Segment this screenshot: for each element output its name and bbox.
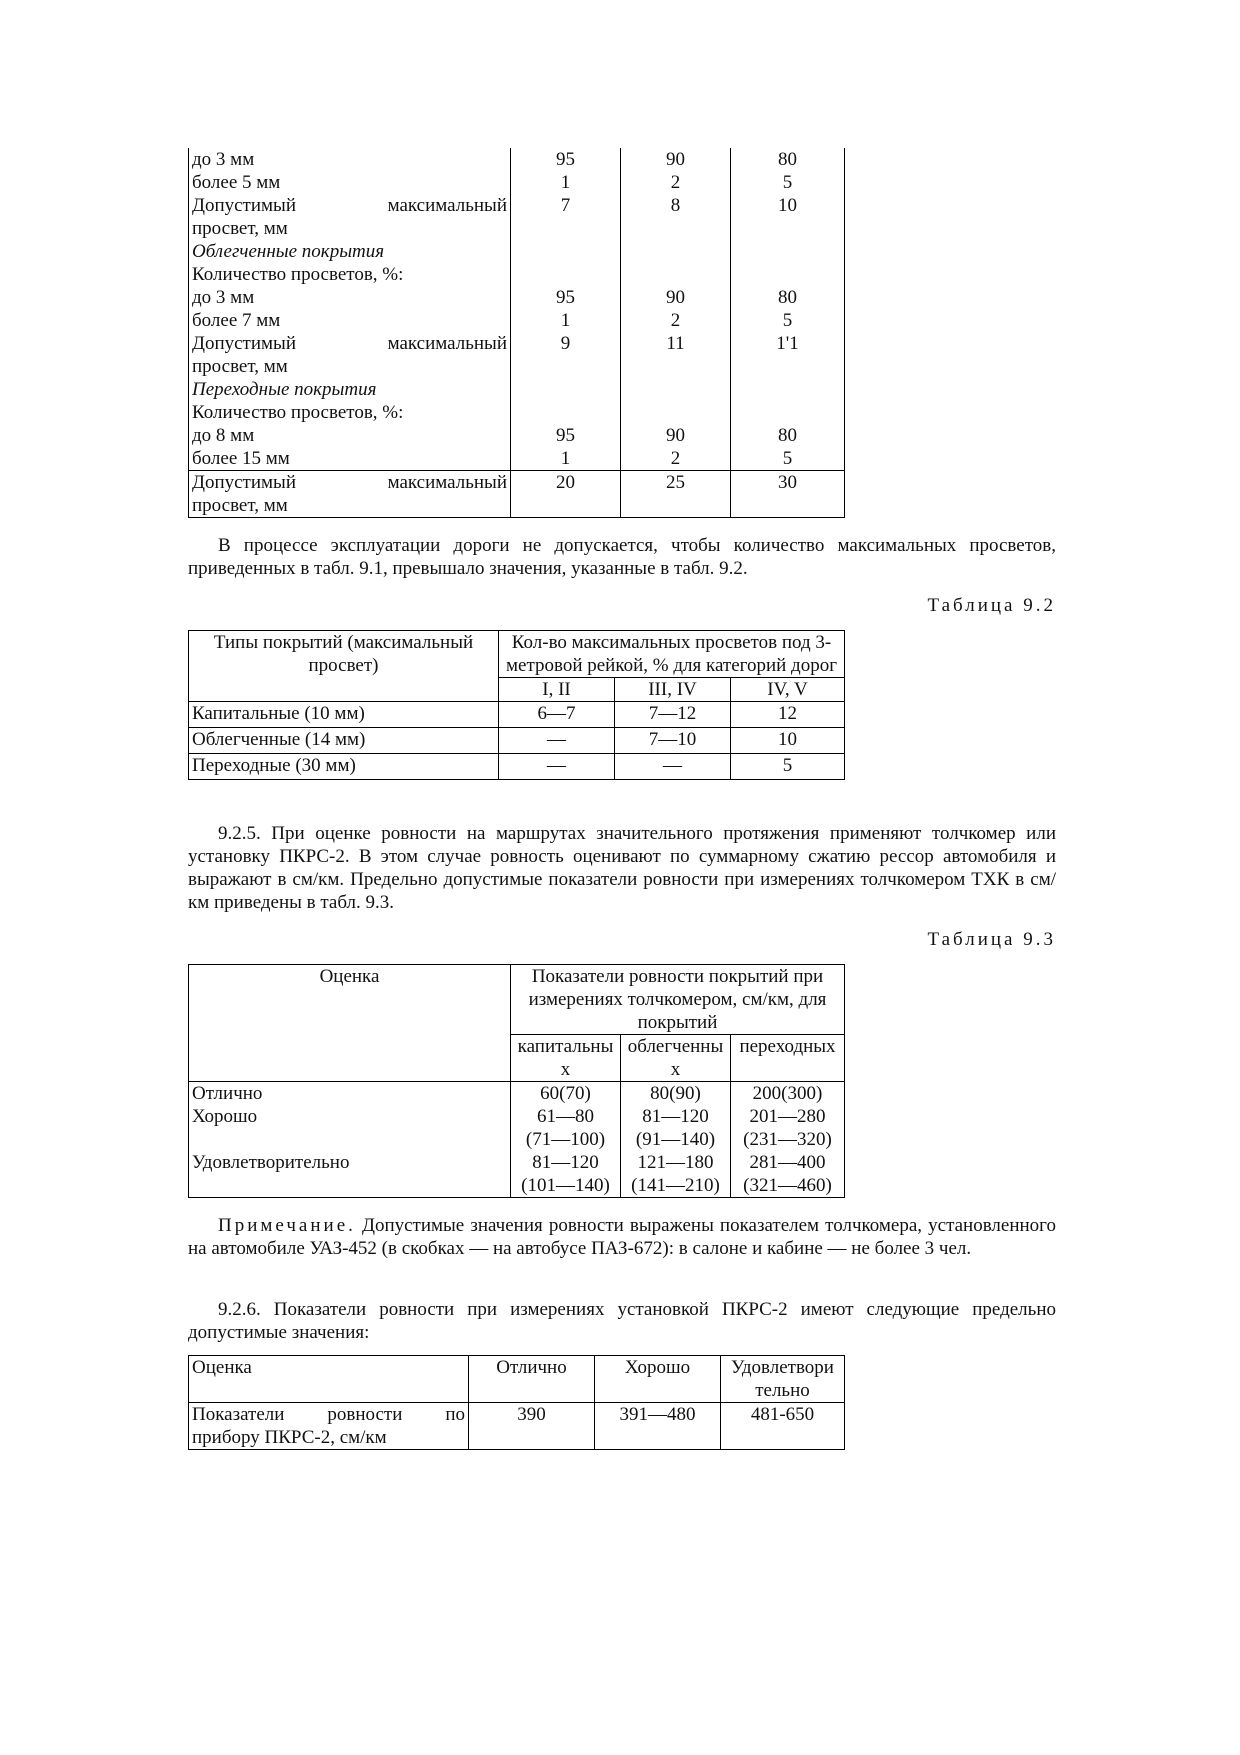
header-cell: Хорошо	[595, 1356, 721, 1403]
row-label: более 7 мм	[189, 309, 511, 332]
cell: 90	[621, 148, 731, 171]
cell: 5	[731, 754, 845, 780]
subheader-cell: облегченны х	[621, 1035, 731, 1082]
cell: 1'1	[731, 332, 845, 378]
table-9-1-continuation	[188, 148, 845, 518]
row-label: более 5 мм	[189, 171, 511, 194]
row-label: Переходные (30 мм)	[189, 754, 499, 780]
cell: 12	[731, 702, 845, 728]
cell: (71—100)	[511, 1128, 621, 1151]
row-label: до 3 мм	[189, 148, 511, 171]
cell: 8	[621, 194, 731, 240]
row-label: Допустимый максимальный просвет, мм	[189, 194, 511, 240]
cell: 25	[621, 471, 731, 518]
cell: 30	[731, 471, 845, 518]
cell: 80	[731, 148, 845, 171]
row-label: Хорошо	[189, 1105, 511, 1128]
table-9-2	[188, 630, 845, 780]
cell: 1	[511, 309, 621, 332]
row-label: Допустимый максимальный просвет, мм	[189, 471, 511, 518]
header-cell: Отлично	[469, 1356, 595, 1403]
header-cell: Оценка	[189, 965, 511, 1082]
header-cell: Типы покрытий (максимальный просвет)	[189, 631, 499, 702]
table-pkrs	[188, 1355, 845, 1450]
row-label: Капитальные (10 мм)	[189, 702, 499, 728]
cell: (101—140)	[511, 1174, 621, 1198]
cell: 80	[731, 424, 845, 447]
row-label: Допустимый максимальный просвет, мм	[189, 332, 511, 378]
subheader-cell: капитальны х	[511, 1035, 621, 1082]
cell: 20	[511, 471, 621, 518]
cell: (91—140)	[621, 1128, 731, 1151]
row-label: Показатели ровности по прибору ПКРС-2, см/км	[189, 1403, 469, 1450]
paragraph: 9.2.6. Показатели ровности при измерениях установкой ПКРС-2 имеют следующие предельно допустимые значения:	[188, 1299, 1056, 1343]
cell: 95	[511, 424, 621, 447]
cell: 390	[469, 1403, 595, 1450]
cell: 201—280	[731, 1105, 845, 1128]
table-caption: Таблица 9.3	[927, 929, 1056, 950]
cell: 5	[731, 171, 845, 194]
cell: 81—120	[621, 1105, 731, 1128]
cell: (321—460)	[731, 1174, 845, 1198]
cell: 7—10	[615, 728, 731, 754]
cell: 7	[511, 194, 621, 240]
row-label: до 3 мм	[189, 286, 511, 309]
cell: 80	[731, 286, 845, 309]
cell: 281—400	[731, 1151, 845, 1174]
paragraph: В процессе эксплуатации дороги не допускается, чтобы количество максимальных просветов, приведенных в табл. 9.1, превышало значения, указанные в табл. 9.2.	[188, 535, 1056, 579]
note-text: Допустимые значения ровности выражены показателем толчкомера, установленного на автомобиле УАЗ-452 (в скобках — на автобусе ПАЗ-672): в салоне и кабине — не более 3 чел.	[188, 1215, 1056, 1259]
cell: 10	[731, 194, 845, 240]
table-caption: Таблица 9.2	[927, 595, 1056, 616]
cell: 10	[731, 728, 845, 754]
cell: 1	[511, 447, 621, 471]
row-label: до 8 мм	[189, 424, 511, 447]
cell: 6—7	[499, 702, 615, 728]
cell: 5	[731, 447, 845, 471]
cell: 481-650	[721, 1403, 845, 1450]
subheader-cell: IV, V	[731, 678, 845, 702]
cell: 90	[621, 286, 731, 309]
cell: 1	[511, 171, 621, 194]
cell: 95	[511, 148, 621, 171]
header-cell: Оценка	[189, 1356, 469, 1403]
cell: 7—12	[615, 702, 731, 728]
row-label: Удовлетворительно	[189, 1151, 511, 1174]
subheader-cell: I, II	[499, 678, 615, 702]
table-9-3	[188, 964, 845, 1198]
cell: (141—210)	[621, 1174, 731, 1198]
note-label: Примечание.	[218, 1215, 356, 1236]
row-label: Количество просветов, %:	[189, 401, 511, 424]
header-cell: Показатели ровности покрытий при измерениях толчкомером, см/км, для покрытий	[511, 965, 845, 1035]
cell: (231—320)	[731, 1128, 845, 1151]
row-label: более 15 мм	[189, 447, 511, 471]
cell: —	[499, 754, 615, 780]
header-cell: Кол-во максимальных просветов под 3-метровой рейкой, % для категорий дорог	[499, 631, 845, 678]
subheader-cell: III, IV	[615, 678, 731, 702]
cell: 80(90)	[621, 1082, 731, 1106]
cell: 2	[621, 309, 731, 332]
cell: 95	[511, 286, 621, 309]
paragraph: 9.2.5. При оценке ровности на маршрутах значительного протяжения применяют толчкомер или установку ПКРС-2. В этом случае ровность оценивают по суммарному сжатию рессор автомобиля и выражают в см/км. Предельно допустимые показатели ровности при измерениях толчкомером ТХК в см/км приведены в табл. 9.3.	[188, 823, 1056, 913]
cell: 2	[621, 447, 731, 471]
row-label: Отлично	[189, 1082, 511, 1106]
cell: 11	[621, 332, 731, 378]
cell: —	[499, 728, 615, 754]
cell: —	[615, 754, 731, 780]
section-heading: Облегченные покрытия	[189, 240, 511, 263]
row-label	[189, 1174, 511, 1198]
cell: 121—180	[621, 1151, 731, 1174]
row-label: Количество просветов, %:	[189, 263, 511, 286]
subheader-cell: переходных	[731, 1035, 845, 1082]
cell: 90	[621, 424, 731, 447]
row-label	[189, 1128, 511, 1151]
cell: 81—120	[511, 1151, 621, 1174]
section-heading: Переходные покрытия	[189, 378, 511, 401]
cell: 9	[511, 332, 621, 378]
cell: 2	[621, 171, 731, 194]
cell: 200(300)	[731, 1082, 845, 1106]
cell: 5	[731, 309, 845, 332]
note-paragraph	[188, 1214, 1056, 1260]
cell: 391—480	[595, 1403, 721, 1450]
header-cell: Удовлетвори тельно	[721, 1356, 845, 1403]
cell: 61—80	[511, 1105, 621, 1128]
row-label: Облегченные (14 мм)	[189, 728, 499, 754]
cell: 60(70)	[511, 1082, 621, 1106]
